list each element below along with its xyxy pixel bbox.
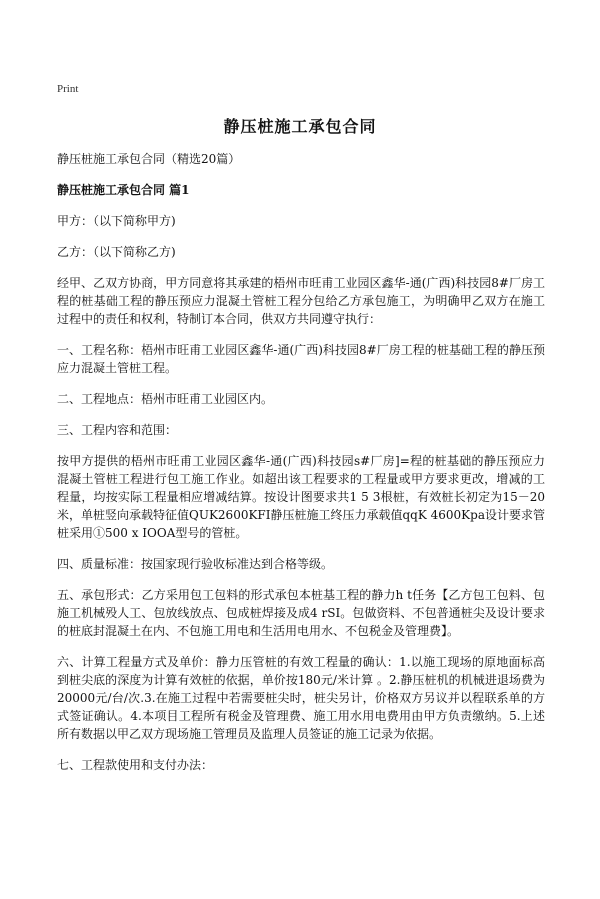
print-label: Print xyxy=(57,83,79,95)
subtitle-paragraph: 静压桩施工承包合同（精选20篇） xyxy=(57,152,241,166)
clause-quality: 四、质量标准：按国家现行验收标准达到合格等级。 xyxy=(57,557,334,571)
clause-project-location: 二、工程地点：梧州市旺甫工业园区内。 xyxy=(57,392,274,406)
document-title: 静压桩施工承包合同 xyxy=(223,117,377,136)
party-a-line: 甲方：（以下简称甲方) xyxy=(57,214,176,228)
clause-scope-body: 按甲方提供的梧州市旺甫工业园区鑫华-通(广西)科技园s#厂房]=程的桩基础的静压预应力混凝土管桩工程进行包工施工作业。如超出该工程要求的工程量或甲方要求更改，增减的工程量，均按实际工程量相应增减结算。按设计图要求共1 5 3根桩，有效桩长初定为15－20米，单桩竖向承载特征值QUK2600KFI静压桩施工终压力承载值qqK 4600Kpa设计要求管桩采用①500 x IOOA型号的管桩。 xyxy=(57,454,545,540)
clause-pricing: 六、计算工程量方式及单价：静力压管桩的有效工程量的确认：1.以施工现场的原地面标高到桩尖底的深度为计算有效桩的依据，单价按180元/米计算 。2.静压桩机的机械进退场费为20000元/台/次.3.在施工过程中若需要桩尖时，桩尖另计，价格双方另议并以程联系单的方式签证确认。4.本项目工程所有税金及管理费、施工用水用电费用由甲方负责缴纳。5.上述所有数据以甲乙双方现场施工管理员及监理人员签证的施工记录为依据。 xyxy=(57,655,545,741)
clause-contract-form: 五、承包形式：乙方采用包工包料的形式承包本桩基工程的静力h t任务【乙方包工包料、包施工机械殁人工、包放线放点、包成桩焊接及成4 rSI。包做资料、不包普通桩尖及设计要求的桩底封混凝土在内、不包施工用电和生活用电用水、不包税金及管理费】。 xyxy=(57,588,545,638)
document-body xyxy=(57,150,545,787)
section-heading: 静压桩施工承包合同 篇1 xyxy=(57,183,190,197)
clause-scope-heading: 三、工程内容和范围： xyxy=(57,423,178,437)
party-b-line: 乙方：（以下简称乙方) xyxy=(57,245,176,259)
intro-paragraph: 经甲、乙双方协商，甲方同意将其承建的梧州市旺甫工业园区鑫华-通(广西)科技园8#厂房工程的桩基础工程的静压预应力混凝土管桩工程分包给乙方承包施工，为明确甲乙双方在施工过程中的责任和权利，特制订本合同，供双方共同遵守执行： xyxy=(57,276,545,326)
clause-project-name: 一、工程名称：梧州市旺甫工业园区鑫华-通(广西)科技园8#厂房工程的桩基础工程的静压预应力混凝土管桩工程。 xyxy=(57,343,545,375)
clause-payment-heading: 七、工程款使用和支付办法： xyxy=(57,758,214,772)
